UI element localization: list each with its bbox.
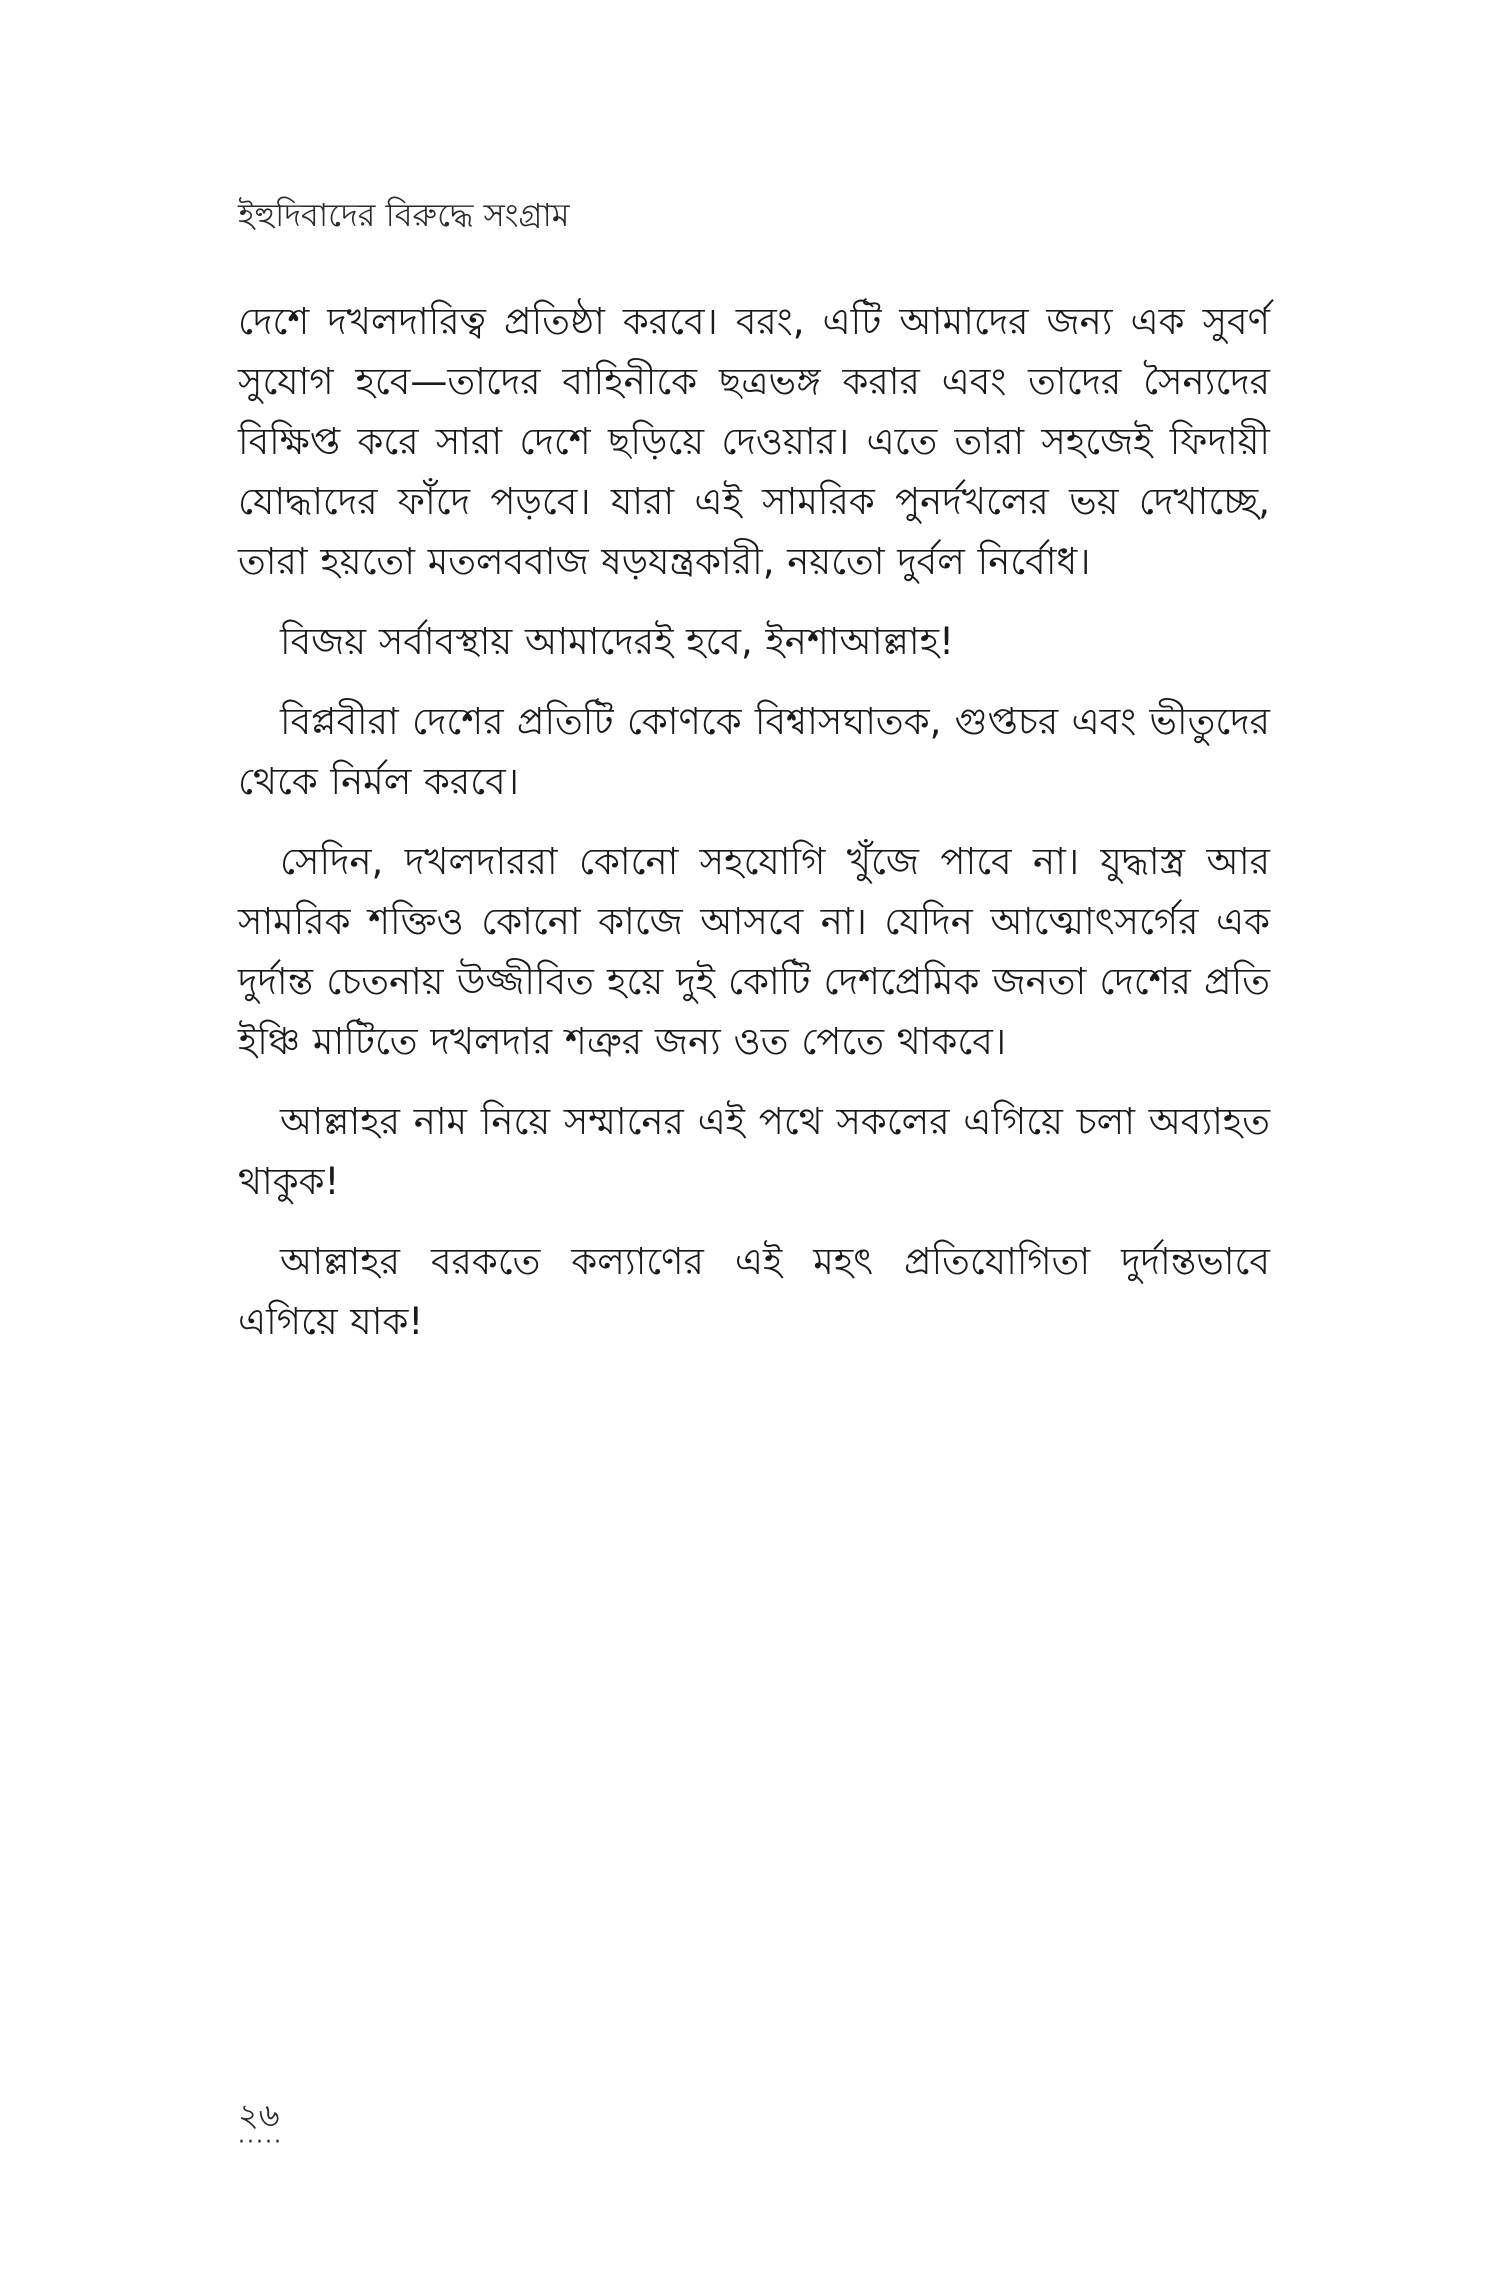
page-number-ornament: ····· [238, 2130, 283, 2155]
paragraph-1: দেশে দখলদারিত্ব প্রতিষ্ঠা করবে। বরং, এটি আমাদের জন্য এক সুবর্ণ সুযোগ হবে—তাদের বাহিনীকে ছত্রভঙ্গ করার এবং তাদের সৈন্যদের বিক্ষিপ্ত করে সারা দেশে ছড়িয়ে দেওয়ার। এতে তারা সহজেই ফিদায়ী যোদ্ধাদের ফাঁদে পড়বে। যারা এই সামরিক পুনর্দখলের ভয় দেখাচ্ছে, তারা হয়তো মতলববাজ ষড়যন্ত্রকারী, নয়তো দুর্বল নির্বোধ। [238, 300, 1270, 583]
paragraph-3: বিপ্লবীরা দেশের প্রতিটি কোণকে বিশ্বাসঘাতক, গুপ্তচর এবং ভীতুদের থেকে নির্মল করবে। [238, 700, 1270, 803]
page-number: ২৬ [238, 2096, 280, 2134]
body-text [238, 292, 1270, 1372]
paragraph-6: আল্লাহর বরকতে কল্যাণের এই মহৎ প্রতিযোগিতা দুর্দান্তভাবে এগিয়ে যাক! [238, 1240, 1270, 1343]
paragraph-4: সেদিন, দখলদাররা কোনো সহযোগি খুঁজে পাবে না। যুদ্ধাস্ত্র আর সামরিক শক্তিও কোনো কাজে আসবে না। যেদিন আত্মোৎসর্গের এক দুর্দান্ত চেতনায় উজ্জীবিত হয়ে দুই কোটি দেশপ্রেমিক জনতা দেশের প্রতি ইঞ্চি মাটিতে দখলদার শত্রুর জন্য ওত পেতে থাকবে। [238, 840, 1270, 1063]
paragraph-5: আল্লাহর নাম নিয়ে সম্মানের এই পথে সকলের এগিয়ে চলা অব্যাহত থাকুক! [238, 1100, 1270, 1203]
paragraph-2: বিজয় সর্বাবস্থায় আমাদেরই হবে, ইনশাআল্লাহ! [280, 620, 954, 663]
running-head: ইহুদিবাদের বিরুদ্ধে সংগ্রাম [238, 196, 570, 234]
